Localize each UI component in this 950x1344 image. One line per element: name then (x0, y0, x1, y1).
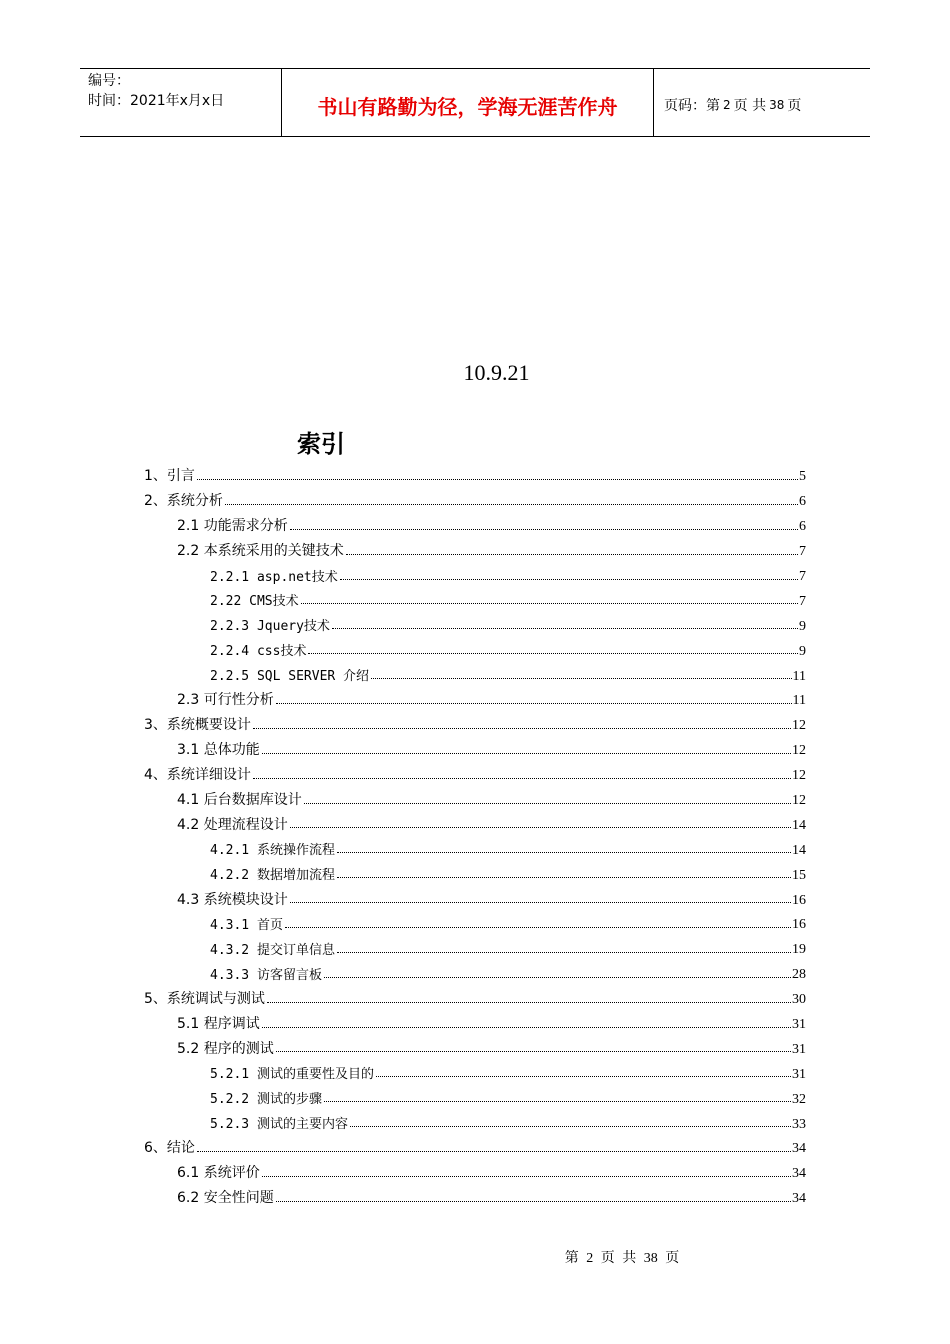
toc-leader-dots (285, 927, 791, 928)
toc-entry[interactable] (144, 1110, 806, 1135)
toc-entry[interactable] (144, 612, 806, 637)
toc-entry[interactable] (144, 762, 806, 787)
toc-entry[interactable] (144, 836, 806, 861)
table-of-contents (144, 463, 806, 1210)
toc-leader-dots (346, 554, 798, 555)
toc-entry-label: 4.3 系统模块设计 (177, 891, 288, 908)
toc-entry[interactable] (144, 936, 806, 961)
toc-entry-page: 11 (792, 693, 806, 709)
toc-entry-label: 2.2.1 asp.net技术 (210, 569, 338, 585)
toc-leader-dots (253, 778, 791, 779)
toc-entry-page: 31 (792, 1066, 806, 1082)
toc-entry-page: 34 (792, 1191, 806, 1207)
page-footer: 第 2 页 共 38 页 (564, 1251, 680, 1266)
toc-leader-dots (197, 479, 798, 480)
toc-entry-page: 30 (792, 992, 806, 1008)
toc-entry-page: 19 (792, 942, 806, 958)
page-end: 页 (787, 97, 802, 114)
header-motto: 书山有路勤为径，学海无涯苦作舟 (282, 69, 654, 136)
toc-entry-label: 4.2.1 系统操作流程 (210, 843, 335, 859)
toc-entry-page: 34 (792, 1141, 806, 1157)
toc-leader-dots (276, 703, 792, 704)
toc-entry-page: 31 (792, 1041, 806, 1057)
toc-entry[interactable] (144, 961, 806, 986)
toc-leader-dots (290, 827, 791, 828)
toc-leader-dots (340, 579, 798, 580)
toc-entry-page: 11 (792, 668, 806, 684)
toc-entry-label: 6.2 安全性问题 (177, 1190, 274, 1207)
toc-entry[interactable] (144, 587, 806, 612)
toc-entry[interactable] (144, 538, 806, 563)
toc-entry[interactable] (144, 563, 806, 588)
toc-leader-dots (332, 628, 798, 629)
toc-entry-page: 12 (792, 743, 806, 759)
toc-entry-page: 28 (792, 967, 806, 983)
toc-entry-label: 6.1 系统评价 (177, 1165, 260, 1182)
toc-entry-label: 5.1 程序调试 (177, 1016, 260, 1033)
toc-entry-label: 2.2.5 SQL SERVER 介绍 (210, 669, 370, 685)
toc-entry-page: 7 (799, 544, 806, 560)
toc-leader-dots (376, 1076, 791, 1077)
toc-entry[interactable] (144, 1085, 806, 1110)
toc-title: 索引 (297, 430, 345, 458)
toc-entry[interactable] (144, 488, 806, 513)
toc-leader-dots (253, 728, 791, 729)
header-meta (80, 69, 282, 136)
toc-leader-dots (308, 653, 798, 654)
toc-entry[interactable] (144, 513, 806, 538)
toc-leader-dots (290, 902, 791, 903)
toc-entry-page: 31 (792, 1017, 806, 1033)
toc-entry-page: 5 (799, 469, 806, 485)
toc-leader-dots (276, 1051, 791, 1052)
toc-entry-label: 3、系统概要设计 (144, 717, 251, 734)
toc-entry-label: 4.3.1 首页 (210, 917, 283, 933)
toc-entry-label: 6、结论 (144, 1140, 195, 1157)
toc-entry-label: 2.2.3 Jquery技术 (210, 619, 330, 635)
toc-leader-dots (304, 803, 791, 804)
toc-entry[interactable] (144, 737, 806, 762)
toc-entry[interactable] (144, 886, 806, 911)
toc-entry-label: 4.2 处理流程设计 (177, 816, 288, 833)
toc-entry-page: 12 (792, 718, 806, 734)
toc-entry-page: 7 (799, 569, 806, 584)
toc-entry-label: 5、系统调试与测试 (144, 991, 265, 1008)
toc-leader-dots (337, 852, 791, 853)
toc-entry[interactable] (144, 1011, 806, 1036)
toc-entry-label: 5.2.2 测试的步骤 (210, 1092, 322, 1108)
toc-entry-label: 4.3.3 访客留言板 (210, 967, 322, 983)
toc-leader-dots (290, 529, 798, 530)
toc-entry-label: 3.1 总体功能 (177, 742, 260, 759)
toc-leader-dots (371, 678, 791, 679)
toc-entry-label: 4、系统详细设计 (144, 767, 251, 784)
toc-entry[interactable] (144, 787, 806, 812)
toc-leader-dots (197, 1151, 791, 1152)
toc-entry[interactable] (144, 662, 806, 687)
toc-leader-dots (337, 877, 791, 878)
toc-entry-label: 5.2.3 测试的主要内容 (210, 1117, 348, 1133)
toc-leader-dots (350, 1126, 791, 1127)
toc-entry-page: 9 (799, 643, 806, 659)
toc-entry-page: 15 (792, 867, 806, 883)
toc-leader-dots (262, 1027, 791, 1028)
toc-entry[interactable] (144, 811, 806, 836)
toc-entry[interactable] (144, 911, 806, 936)
toc-entry-label: 5.2 程序的测试 (177, 1040, 274, 1057)
document-date: 10.9.21 (463, 360, 530, 385)
toc-entry-label: 4.1 后台数据库设计 (177, 792, 302, 809)
toc-entry-page: 14 (792, 842, 806, 858)
page-number: 2 (723, 97, 731, 112)
page-mid: 页 共 (733, 97, 767, 114)
toc-leader-dots (324, 977, 791, 978)
toc-entry[interactable] (144, 687, 806, 712)
page-label: 页码：第 (664, 97, 720, 114)
toc-leader-dots (337, 952, 791, 953)
toc-entry-page: 34 (792, 1166, 806, 1182)
toc-entry-page: 16 (792, 917, 806, 933)
toc-entry[interactable] (144, 712, 806, 737)
toc-entry[interactable] (144, 1135, 806, 1160)
toc-entry-label: 2.1 功能需求分析 (177, 518, 288, 535)
toc-leader-dots (301, 603, 798, 604)
toc-entry[interactable] (144, 1185, 806, 1210)
toc-entry-page: 9 (799, 618, 806, 634)
toc-entry-page: 6 (799, 494, 806, 510)
toc-entry[interactable] (144, 463, 806, 488)
time-label: 时间：2021年x月x日 (88, 93, 225, 109)
toc-entry-page: 33 (792, 1116, 806, 1132)
toc-leader-dots (262, 753, 791, 754)
toc-entry-label: 2.3 可行性分析 (177, 692, 274, 709)
page-header (80, 68, 870, 137)
toc-entry[interactable] (144, 637, 806, 662)
toc-entry[interactable] (144, 861, 806, 886)
toc-entry-page: 12 (792, 793, 806, 809)
toc-entry-label: 4.2.2 数据增加流程 (210, 868, 335, 884)
toc-entry-label: 2.22 CMS技术 (210, 594, 299, 610)
toc-entry-page: 12 (792, 768, 806, 784)
toc-entry-label: 2.2 本系统采用的关键技术 (177, 543, 344, 560)
header-page-info (654, 69, 870, 136)
toc-entry-page: 14 (792, 817, 806, 833)
toc-entry-label: 1、引言 (144, 468, 195, 485)
page-total: 38 (769, 97, 785, 112)
toc-entry-label: 5.2.1 测试的重要性及目的 (210, 1067, 374, 1083)
number-label: 编号： (88, 73, 130, 89)
toc-entry[interactable] (144, 1035, 806, 1060)
toc-entry[interactable] (144, 1160, 806, 1185)
toc-entry-page: 6 (799, 519, 806, 535)
toc-entry[interactable] (144, 1060, 806, 1085)
toc-leader-dots (276, 1201, 791, 1202)
toc-leader-dots (267, 1002, 791, 1003)
toc-entry-page: 32 (792, 1091, 806, 1107)
toc-entry[interactable] (144, 986, 806, 1011)
toc-entry-label: 2、系统分析 (144, 493, 223, 510)
toc-leader-dots (225, 504, 798, 505)
toc-leader-dots (324, 1101, 791, 1102)
toc-leader-dots (262, 1176, 791, 1177)
toc-entry-page: 7 (799, 593, 806, 609)
toc-entry-label: 4.3.2 提交订单信息 (210, 942, 335, 958)
toc-entry-label: 2.2.4 css技术 (210, 644, 307, 660)
toc-entry-page: 16 (792, 892, 806, 908)
